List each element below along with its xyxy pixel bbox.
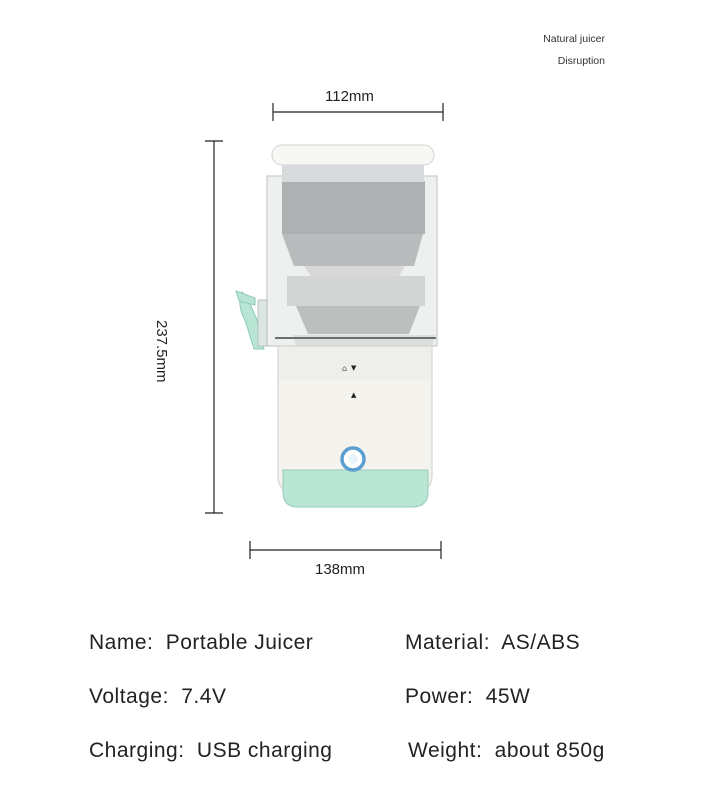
height-label: 237.5mm xyxy=(153,320,170,383)
spec-voltage xyxy=(89,685,226,709)
svg-text:▲: ▲ xyxy=(351,391,357,399)
bottom-width-label: 138mm xyxy=(315,561,366,578)
spout xyxy=(236,291,267,349)
power-button-core xyxy=(348,454,358,464)
bowl-funnel xyxy=(282,234,423,266)
spec-name xyxy=(89,631,313,655)
spec-weight-label: Weight: xyxy=(408,739,483,762)
spec-power xyxy=(405,685,530,709)
tagline-line-1: Natural juicer xyxy=(543,33,605,45)
juicer-cup xyxy=(267,176,437,351)
spec-name-label: Name: xyxy=(89,631,154,654)
svg-text:▼: ▼ xyxy=(351,364,357,372)
spec-weight xyxy=(408,739,605,763)
spec-voltage-value: 7.4V xyxy=(181,685,227,708)
base xyxy=(278,346,432,507)
spec-material-label: Material: xyxy=(405,631,491,654)
spec-weight-value: about 850g xyxy=(494,739,605,762)
tagline-line-2: Disruption xyxy=(557,55,605,67)
spec-voltage-label: Voltage: xyxy=(89,685,169,708)
lid xyxy=(272,145,434,182)
upper-bowl xyxy=(282,181,425,234)
filter-ring xyxy=(287,276,425,306)
spec-material xyxy=(405,631,580,655)
svg-text:⌂: ⌂ xyxy=(342,364,348,373)
spec-charging xyxy=(89,739,332,763)
spec-name-value: Portable Juicer xyxy=(165,631,314,654)
spec-charging-value: USB charging xyxy=(196,739,333,762)
spec-charging-label: Charging: xyxy=(89,739,185,762)
spec-material-value: AS/ABS xyxy=(501,631,581,654)
accent-ring xyxy=(283,470,428,507)
spec-power-label: Power: xyxy=(405,685,474,708)
top-width-label: 112mm xyxy=(325,88,374,105)
spec-power-value: 45W xyxy=(485,685,531,708)
